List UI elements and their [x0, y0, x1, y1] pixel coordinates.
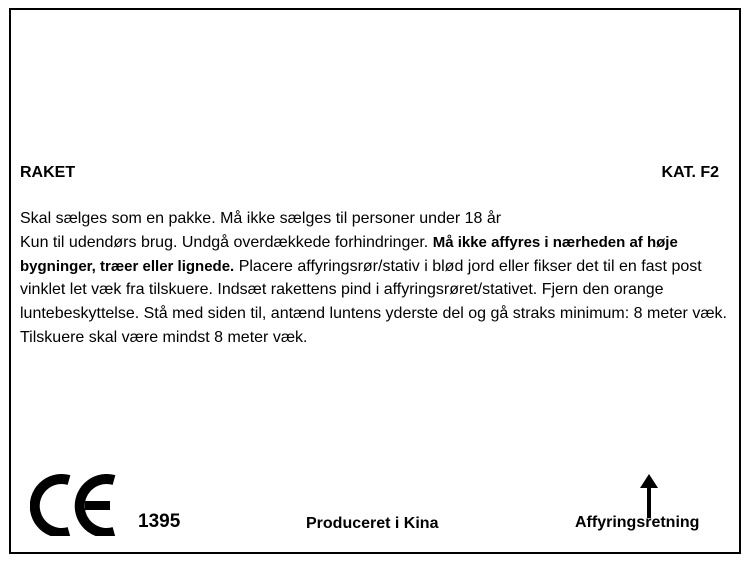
- setup-text: Placere affyringsrør/stativ i blød jord eller fikser det til en fast post vinklet let væk fra tilskuere. Indsæt rakettens pind i affyringsrøret/stativet. Fjern den orange luntebeskyttelse. Stå med siden til, antænd luntens yderste del og gå straks minimum: 8 meter væk. Tilskuere skal være mindst 8 meter væk.: [20, 257, 727, 346]
- warning-text: Må ikke affyres i nærheden af høje bygninger, træer eller lignede.: [20, 233, 678, 275]
- certification-number: 1395: [138, 511, 181, 532]
- instructions-text: [20, 207, 735, 350]
- ce-mark-icon: [30, 474, 118, 536]
- category-label: KAT. F2: [661, 164, 719, 181]
- arrow-up-icon: [638, 474, 660, 518]
- product-type: RAKET: [20, 164, 76, 181]
- sales-restriction-text: Skal sælges som en pakke. Må ikke sælges til personer under 18 år: [20, 210, 502, 227]
- manufacture-origin: Produceret i Kina: [306, 515, 439, 532]
- direction-label: Affyringsretning: [575, 514, 700, 531]
- usage-text: Kun til udendørs brug. Undgå overdækkede forhindringer.: [20, 233, 429, 251]
